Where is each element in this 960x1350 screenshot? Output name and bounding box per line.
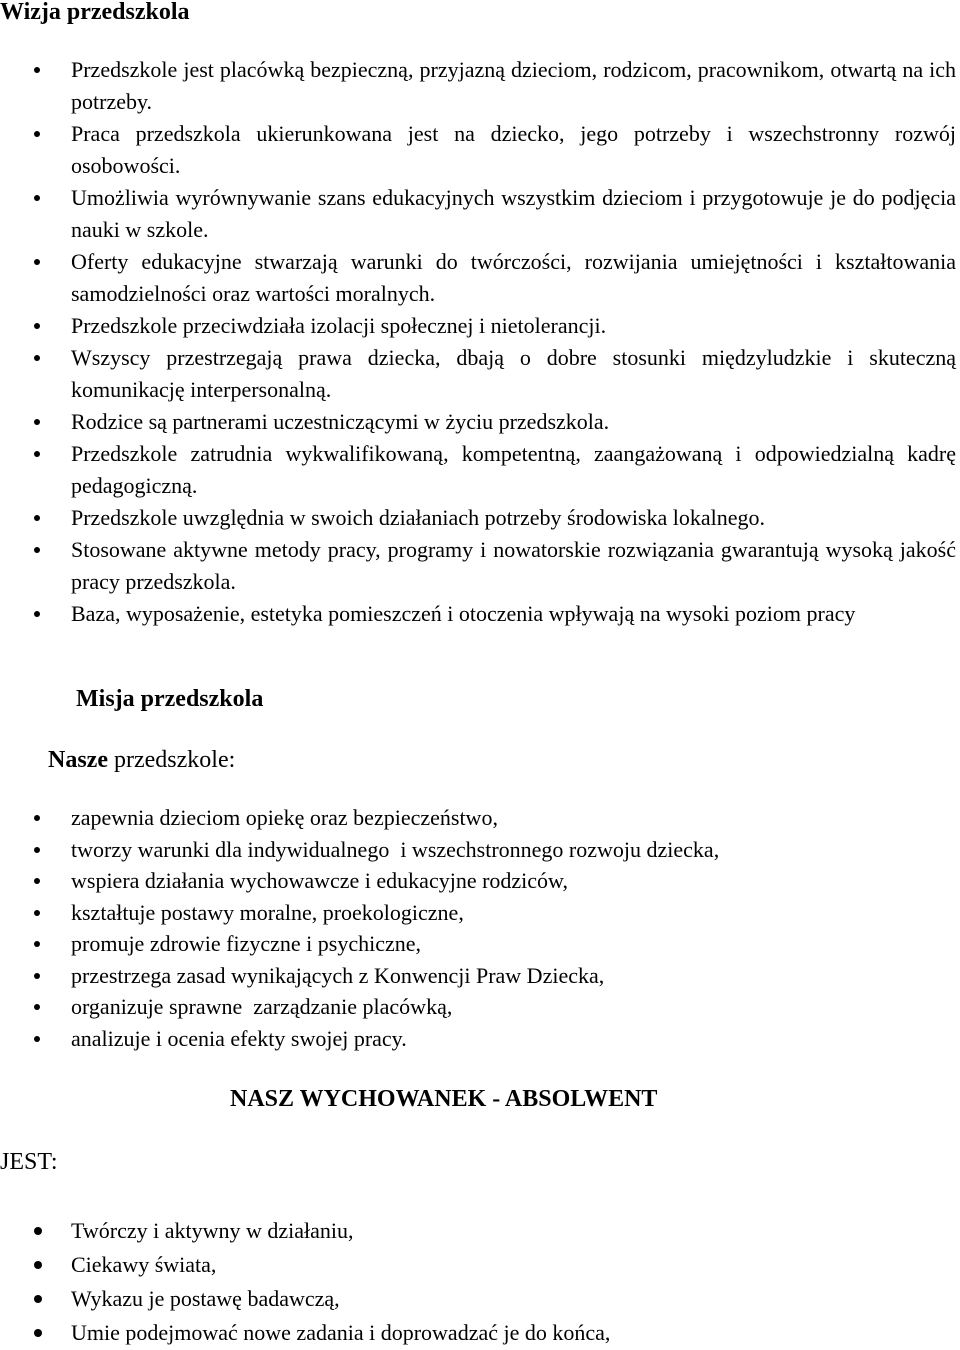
bullet-icon [34,67,40,73]
graduate-heading: NASZ WYCHOWANEK - ABSOLWENT [230,1086,658,1112]
list-item: promuje zdrowie fizyczne i psychiczne, [0,928,960,960]
vision-heading: Wizja przedszkola [0,0,190,25]
list-item: Baza, wyposażenie, estetyka pomieszczeń i otoczenia wpływają na wysoki poziom pracy [0,598,960,630]
list-item: Przedszkole uwzględnia w swoich działaniach potrzeby środowiska lokalnego. [0,502,960,534]
bullet-icon [34,611,40,617]
list-item: kształtuje postawy moralne, proekologiczne, [0,897,960,929]
bullet-icon [34,195,40,201]
bullet-icon [34,1295,42,1303]
list-item: analizuje i ocenia efekty swojej pracy. [0,1023,960,1055]
list-item: tworzy warunki dla indywidualnego i wszechstronnego rozwoju dziecka, [0,834,960,866]
bullet-icon [34,419,40,425]
list-item: Wykazu je postawę badawczą, [0,1282,960,1316]
bullet-icon [34,515,40,521]
bullet-icon [34,451,40,457]
bullet-icon [34,323,40,329]
list-item: Stosowane aktywne metody pracy, programy i nowatorskie rozwiązania gwarantują wysoką jakość pracy przedszkola. [0,534,960,598]
bullet-icon [34,847,40,853]
list-item: Przedszkole jest placówką bezpieczną, przyjazną dzieciom, rodzicom, pracownikom, otwartą na ich potrzeby. [0,54,960,118]
list-item: Twórczy i aktywny w działaniu, [0,1214,960,1248]
bullet-icon [34,131,40,137]
list-item: Umie podejmować nowe zadania i doprowadzać je do końca, [0,1316,960,1350]
vision-list [0,54,960,630]
graduate-list [0,1214,960,1350]
bullet-icon [34,1261,42,1269]
bullet-icon [34,355,40,361]
list-item: przestrzega zasad wynikających z Konwencji Praw Dziecka, [0,960,960,992]
bullet-icon [34,547,40,553]
list-item: organizuje sprawne zarządzanie placówką, [0,991,960,1023]
bullet-icon [34,973,40,979]
list-item: Wszyscy przestrzegają prawa dziecka, dbają o dobre stosunki międzyludzkie i skuteczną komunikację interpersonalną. [0,342,960,406]
mission-intro-bold: Nasze [48,747,108,773]
list-item: Praca przedszkola ukierunkowana jest na dziecko, jego potrzeby i wszechstronny rozwój osobowości. [0,118,960,182]
list-item: Przedszkole zatrudnia wykwalifikowaną, kompetentną, zaangażowaną i odpowiedzialną kadrę pedagogiczną. [0,438,960,502]
bullet-icon [34,910,40,916]
list-item: Umożliwia wyrównywanie szans edukacyjnych wszystkim dzieciom i przygotowuje je do podjęcia nauki w szkole. [0,182,960,246]
mission-heading: Misja przedszkola [76,686,264,712]
bullet-icon [34,259,40,265]
list-item: Oferty edukacyjne stwarzają warunki do twórczości, rozwijania umiejętności i kształtowania samodzielności oraz wartości moralnych. [0,246,960,310]
bullet-icon [34,941,40,947]
bullet-icon [34,815,40,821]
bullet-icon [34,1004,40,1010]
list-item: wspiera działania wychowawcze i edukacyjne rodziców, [0,865,960,897]
mission-intro [48,744,235,776]
graduate-label: JEST: [0,1149,58,1175]
list-item: Rodzice są partnerami uczestniczącymi w życiu przedszkola. [0,406,960,438]
mission-list [0,802,960,1054]
bullet-icon [34,1329,42,1337]
bullet-icon [34,878,40,884]
list-item: Przedszkole przeciwdziała izolacji społecznej i nietolerancji. [0,310,960,342]
list-item: Ciekawy świata, [0,1248,960,1282]
list-item: zapewnia dzieciom opiekę oraz bezpieczeństwo, [0,802,960,834]
bullet-icon [34,1227,42,1235]
mission-intro-text: przedszkole: [107,747,236,773]
bullet-icon [34,1036,40,1042]
